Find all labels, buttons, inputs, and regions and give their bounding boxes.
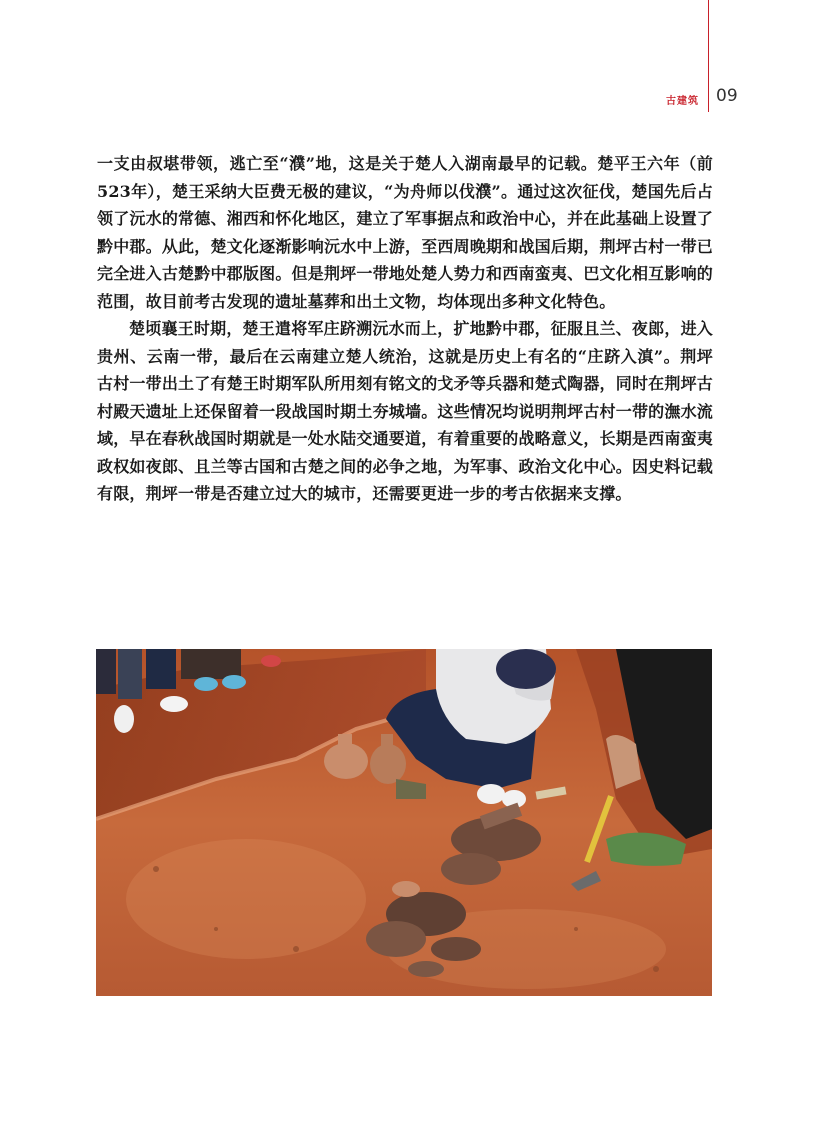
section-label: 古建筑 [666,96,699,107]
header-divider-line [708,0,709,112]
page-number: 09 [716,86,738,106]
paragraph-1: 一支由叔堪带领，逃亡至“濮”地，这是关于楚人入湖南最早的记载。楚平王六年（前523年），楚王采纳大臣费无极的建议，“为舟师以伐濮”。通过这次征伐，楚国先后占领了沅水的常德、湘西和怀化地区，建立了军事据点和政治中心，并在此基础上设置了黔中郡。从此，楚文化逐渐影响沅水中上游，至西周晚期和战国后期，荆坪古村一带已完全进入古楚黔中郡版图。但是荆坪一带地处楚人势力和西南蛮夷、巴文化相互影响的范围，故目前考古发现的遗址墓葬和出土文物，均体现出多种文化特色。 [97,154,713,311]
article-body [97,150,713,508]
excavation-photo [96,649,712,996]
paragraph-2: 楚顷襄王时期，楚王遣将军庄跻溯沅水而上，扩地黔中郡，征服且兰、夜郎，进入贵州、云南一带，最后在云南建立楚人统治，这就是历史上有名的“庄跻入滇”。荆坪古村一带出土了有楚王时期军队所用刻有铭文的戈矛等兵器和楚式陶器，同时在荆坪古村殿天遗址上还保留着一段战国时期土夯城墙。这些情况均说明荆坪古村一带的潕水流域，早在春秋战国时期就是一处水陆交通要道，有着重要的战略意义，长期是西南蛮夷政权如夜郎、且兰等古国和古楚之间的必争之地，为军事、政治文化中心。因史料记载有限，荆坪一带是否建立过大的城市，还需要更进一步的考古依据来支撑。 [97,319,713,503]
soil-highlight [126,839,366,959]
